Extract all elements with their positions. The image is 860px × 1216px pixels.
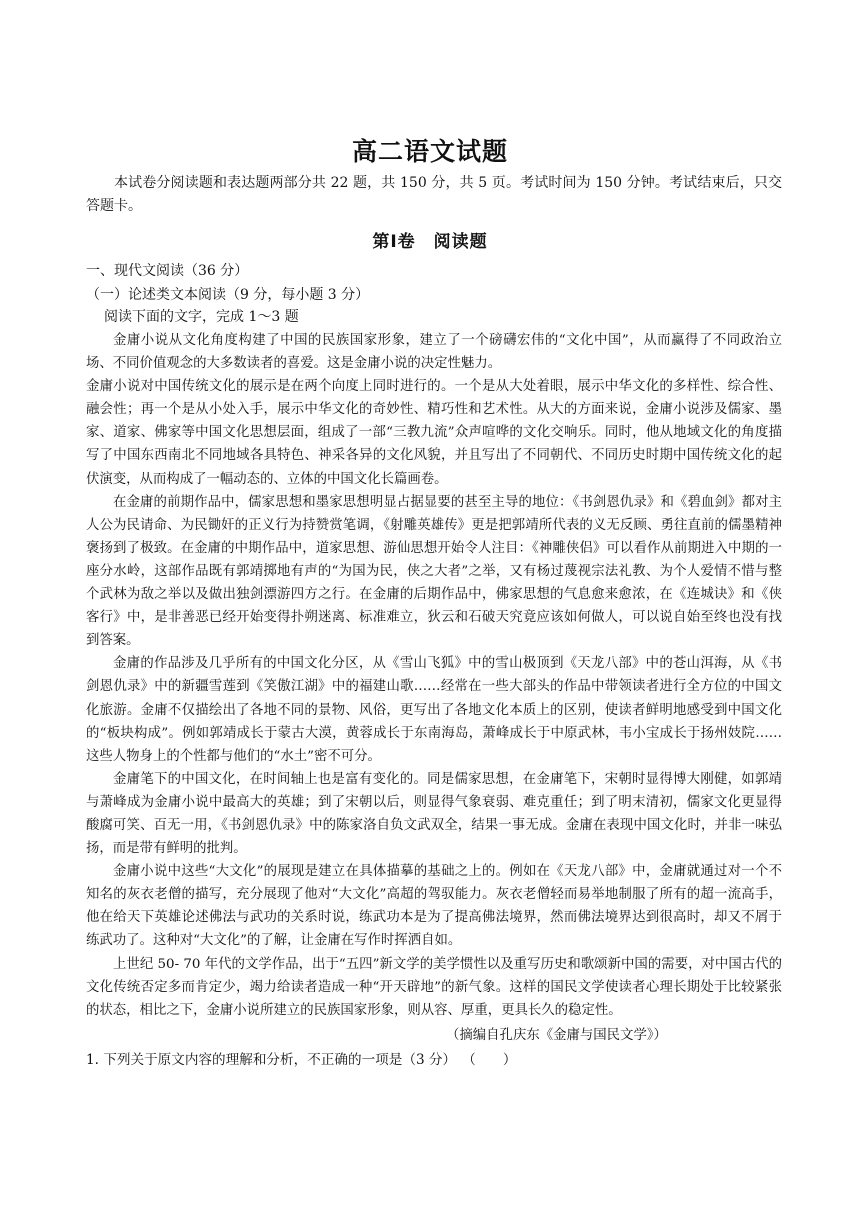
part1-sub-heading: （一）论述类文本阅读（9 分，每小题 3 分） <box>86 287 370 303</box>
passage-paragraph: 金庸笔下的中国文化，在时间轴上也是富有变化的。同是儒家思想，在金庸笔下，宋朝时显得博大刚健，如郭靖与萧峰成为金庸小说中最高大的英雄；到了宋朝以后，则显得气象衰弱、难克重任；到了明末清初，儒家文化更显得酸腐可笑、百无一用，《书剑恩仇录》中的陈家洛自负文武双全，结果一事无成。金庸在表现中国文化时，并非一味弘扬，而是带有鲜明的批判。 <box>86 771 782 857</box>
passage-paragraph: 在金庸的前期作品中，儒家思想和墨家思想明显占据显要的甚至主导的地位：《书剑恩仇录》和《碧血剑》都对主人公为民请命、为民锄奸的正义行为持赞赏笔调，《射雕英雄传》更是把郭靖所代表的义无反顾、勇往直前的儒墨精神褒扬到了极致。在金庸的中期作品中，道家思想、游仙思想开始令人注目：《神雕侠侣》可以看作从前期进入中期的一座分水岭，这部作品既有郭靖掷地有声的“为国为民，侠之大者”之举，又有杨过蔑视宗法礼教、为个人爱情不惜与整个武林为敌之举以及做出独剑漂游四方之行。在金庸的后期作品中，佛家思想的气息愈来愈浓，在《连城诀》和《侠客行》中，是非善恶已经开始变得扑朔迷离、标准难立，狄云和石破天究竟应该如何做人，可以说自始至终也没有找到答案。 <box>86 494 782 649</box>
part1-heading: 一、现代文阅读（36 分） <box>86 263 249 279</box>
exam-intro: 本试卷分阅读题和表达题两部分共 22 题，共 150 分，共 5 页。考试时间为 150 分钟。考试结束后，只交答题卡。 <box>86 175 782 214</box>
passage-source: （摘编自孔庆东《金庸与国民文学》） <box>446 1028 667 1043</box>
passage-paragraph: 金庸小说中这些“大文化”的展现是建立在具体描摹的基础之上的。例如在《天龙八部》中，金庸就通过对一个不知名的灰衣老僧的描写，充分展现了他对“大文化”高超的驾驭能力。灰衣老僧轻而易举地制服了所有的超一流高手，他在给天下英雄论述佛法与武功的关系时说，练武功本是为了提高佛法境界，然而佛法境界达到很高时，却又不屑于练武功了。这种对“大文化”的了解，让金庸在写作时挥洒自如。 <box>86 864 782 949</box>
passage-paragraph: 金庸小说从文化角度构建了中国的民族国家形象，建立了一个磅礴宏伟的“文化中国”，从而赢得了不同政治立场、不同价值观念的大多数读者的喜爱。这是金庸小说的决定性魅力。 <box>86 333 782 372</box>
answer-blank: （ ） <box>462 1052 517 1068</box>
passage-paragraph: 上世纪 50- 70 年代的文学作品，出于“五四”新文学的美学惯性以及重写历史和歌颂新中国的需要，对中国古代的文化传统否定多而肯定少，竭力给读者造成一种“开天辟地”的新气象。这样的国民文学使读者心理长期处于比较紧张的状态，相比之下，金庸小说所建立的民族国家形象，则从容、厚重，更具长久的稳定性。 <box>86 956 782 1018</box>
reading-passage <box>86 329 782 1022</box>
page-title: 高二语文试题 <box>351 137 508 166</box>
question-1-text: 1. 下列关于原文内容的理解和分析，不正确的一项是（3 分） <box>86 1052 457 1068</box>
passage-paragraph: 金庸的作品涉及几乎所有的中国文化分区，从《雪山飞狐》中的雪山极顶到《天龙八部》中的苍山洱海，从《书剑恩仇录》中的新疆雪莲到《笑傲江湖》中的福建山歌……经常在一些大部头的作品中带领读者进行全方位的中国文化旅游。金庸不仅描绘出了各地不同的景物、风俗，更写出了各地文化本质上的区别，使读者鲜明地感受到中国文化的“板块构成”。例如郭靖成长于蒙古大漠，黄蓉成长于东南海岛，萧峰成长于中原武林，韦小宝成长于扬州妓院……这些人物身上的个性都与他们的“水土”密不可分。 <box>86 656 782 764</box>
section-title: 第Ⅰ卷 阅读题 <box>372 232 488 252</box>
question-1 <box>86 1049 516 1071</box>
passage-paragraph: 金庸小说对中国传统文化的展示是在两个向度上同时进行的。一个是从大处着眼，展示中华文化的多样性、综合性、融会性；再一个是从小处入手，展示中华文化的奇妙性、精巧性和艺术性。从大的方面来说，金庸小说涉及儒家、墨家、道家、佛家等中国文化思想层面，组成了一部“三教九流”众声喧哗的文化交响乐。同时，他从地域文化的角度描写了中国东西南北不同地域各具特色、神采各异的文化风貌，并且写出了不同朝代、不同历史时期中国传统文化的起伏演变，从而构成了一幅动态的、立体的中国文化长篇画卷。 <box>86 379 782 487</box>
reading-instruction: 阅读下面的文字，完成 1～3 题 <box>104 309 299 325</box>
